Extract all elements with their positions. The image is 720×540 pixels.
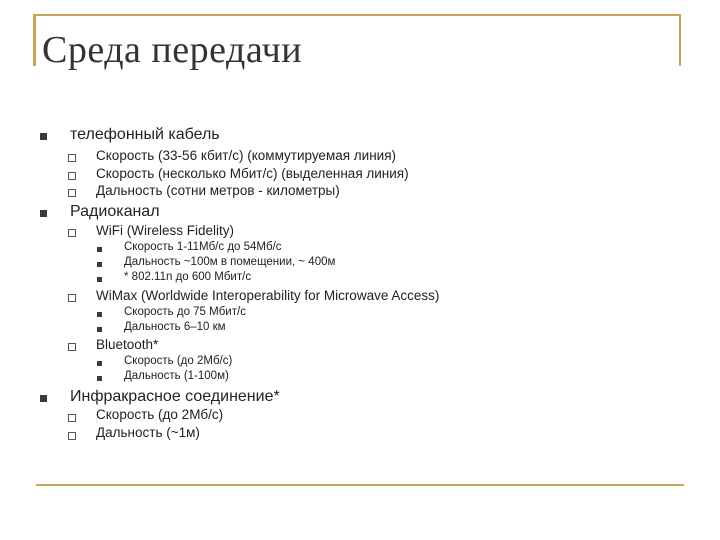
- phone-sub-item: Скорость (несколько Мбит/с) (выделенная линия): [96, 166, 409, 181]
- left-border-line: [33, 14, 36, 66]
- right-border-line: [679, 14, 681, 66]
- item-wifi: WiFi (Wireless Fidelity): [96, 223, 234, 238]
- bluetooth-sub-item: Скорость (до 2Мб/с): [124, 355, 233, 367]
- hollow-bullet-icon: [68, 343, 76, 351]
- wimax-sub-item: Дальность 6–10 км: [124, 321, 226, 333]
- bullet-icon: [40, 395, 47, 402]
- hollow-bullet-icon: [68, 432, 76, 440]
- hollow-bullet-icon: [68, 294, 76, 302]
- small-bullet-icon: [97, 312, 102, 317]
- bluetooth-sub-item: Дальность (1-100м): [124, 370, 229, 382]
- bullet-icon: [40, 133, 47, 140]
- wifi-sub-item: * 802.11n до 600 Мбит/с: [124, 271, 252, 283]
- phone-sub-item: Дальность (сотни метров - километры): [96, 183, 340, 198]
- bullet-icon: [40, 210, 47, 217]
- infrared-sub-item: Скорость (до 2Мб/с): [96, 407, 224, 422]
- small-bullet-icon: [97, 361, 102, 366]
- hollow-bullet-icon: [68, 414, 76, 422]
- wimax-sub-item: Скорость до 75 Мбит/с: [124, 306, 246, 318]
- hollow-bullet-icon: [68, 172, 76, 180]
- top-border-line: [33, 14, 681, 16]
- small-bullet-icon: [97, 247, 102, 252]
- slide-title: Среда передачи: [42, 29, 303, 71]
- phone-sub-item: Скорость (33-56 кбит/с) (коммутируемая линия): [96, 148, 397, 163]
- small-bullet-icon: [97, 376, 102, 381]
- small-bullet-icon: [97, 277, 102, 282]
- small-bullet-icon: [97, 262, 102, 267]
- hollow-bullet-icon: [68, 229, 76, 237]
- item-phone-cable: телефонный кабель: [70, 126, 220, 143]
- infrared-sub-item: Дальность (~1м): [96, 425, 200, 440]
- wifi-sub-item: Дальность ~100м в помещении, ~ 400м: [124, 256, 336, 268]
- small-bullet-icon: [97, 327, 102, 332]
- item-bluetooth: Bluetooth*: [96, 337, 159, 352]
- item-radio-channel: Радиоканал: [70, 203, 160, 220]
- item-infrared: Инфракрасное соединение*: [70, 388, 280, 405]
- wifi-sub-item: Скорость 1-11Мб/с до 54Мб/с: [124, 241, 282, 253]
- item-wimax: WiMax (Worldwide Interoperability for Microwave Access): [96, 288, 440, 303]
- hollow-bullet-icon: [68, 154, 76, 162]
- bottom-divider-line: [36, 484, 684, 486]
- hollow-bullet-icon: [68, 189, 76, 197]
